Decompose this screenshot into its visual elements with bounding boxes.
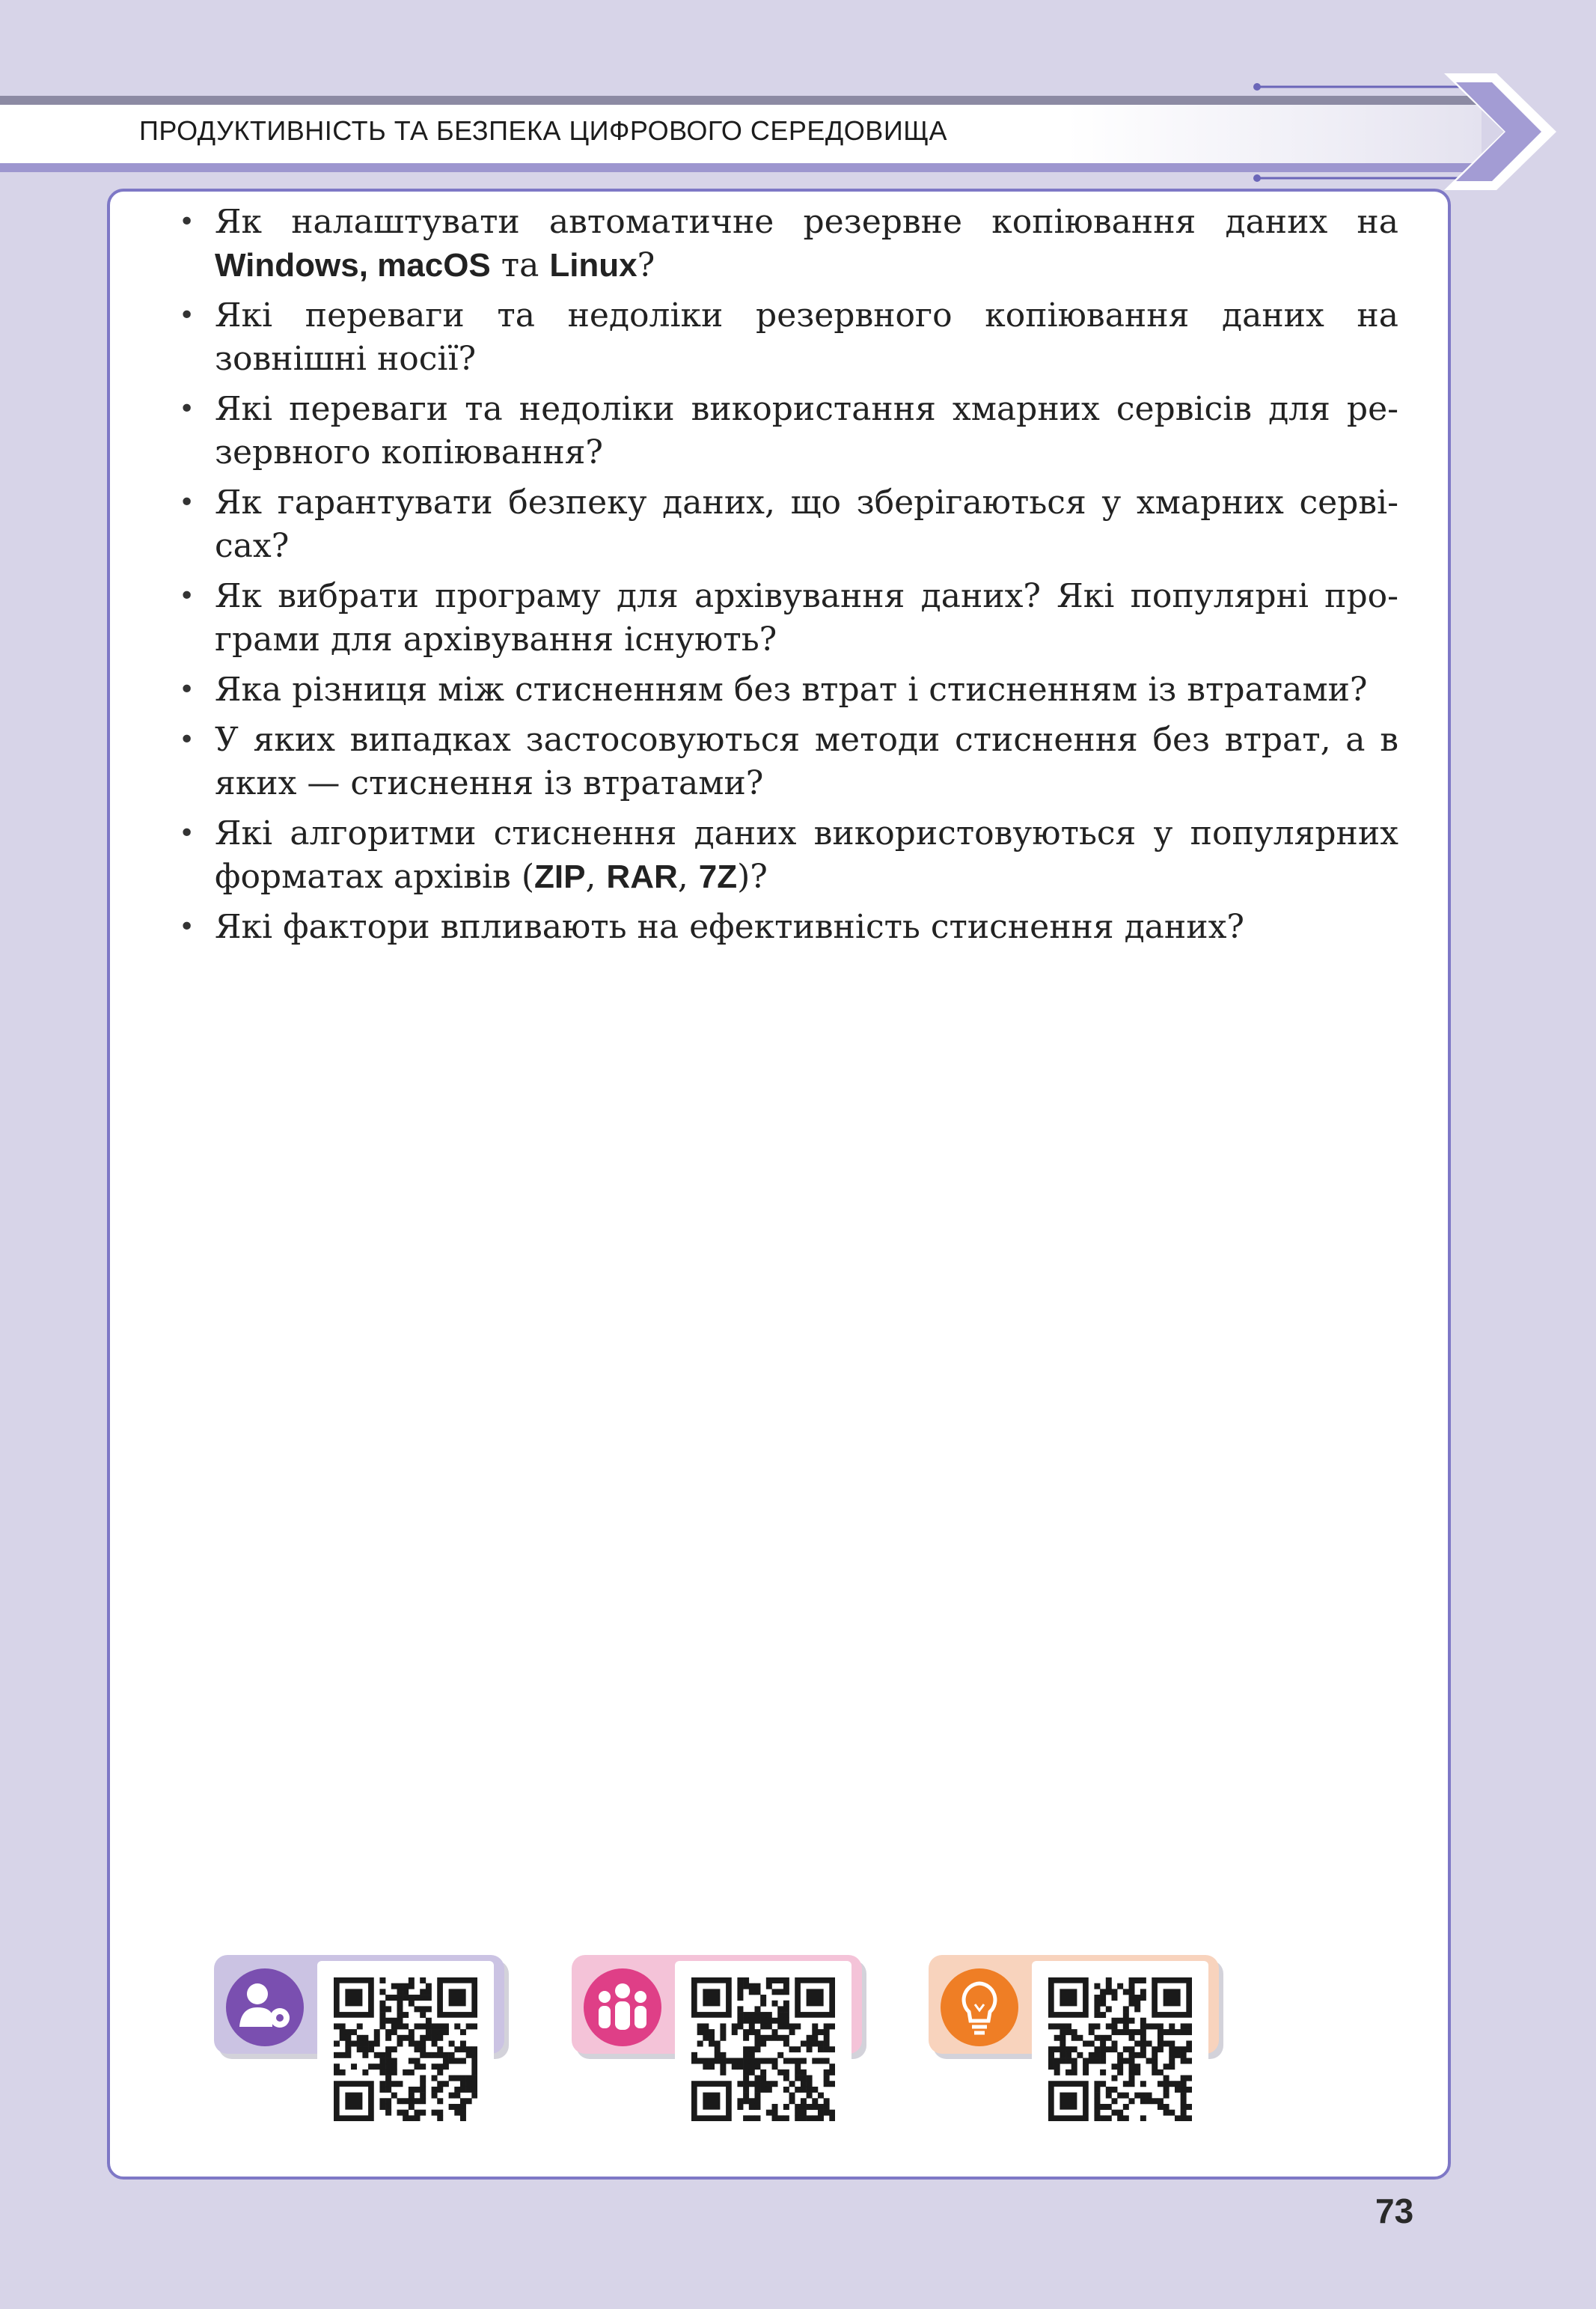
list-item: • Які переваги та недоліки резервного копіювання даних на зовнішні носії?: [179, 294, 1398, 381]
bullet-icon: •: [179, 581, 195, 611]
person-gear-icon: [226, 1968, 304, 2046]
bullet-icon: •: [179, 912, 195, 942]
list-item: • Яка різниця між стисненням без втрат і стисненням із втратами?: [179, 668, 1398, 712]
qr-code[interactable]: [317, 1961, 494, 2138]
bullet-icon: •: [179, 818, 195, 849]
chapter-title: ПРОДУКТИВНІСТЬ ТА БЕЗПЕКА ЦИФРОВОГО СЕРЕДОВИЩА: [139, 115, 947, 146]
question-list: [179, 201, 1398, 956]
bullet-icon: •: [179, 487, 195, 518]
list-item: • Як налаштувати автоматичне резервне копіювання даних на Windows, macOS та Linux?: [179, 201, 1398, 287]
lightbulb-icon: [941, 1968, 1018, 2046]
bullet-icon: •: [179, 394, 195, 424]
qr-card-1[interactable]: [214, 1955, 504, 2054]
content-box: [107, 189, 1451, 2180]
list-item: • У яких випадках застосовуються методи стиснення без втрат, а в яких — стиснення із втратами?: [179, 719, 1398, 805]
bullet-icon: •: [179, 207, 195, 237]
qr-code[interactable]: [675, 1961, 851, 2138]
list-item: • Які фактори впливають на ефективність стиснення даних?: [179, 906, 1398, 949]
list-item: • Які переваги та недоліки використання хмарних сервісів для ре- зервного копіювання?: [179, 388, 1398, 475]
list-item: • Як гарантувати безпеку даних, що зберігаються у хмарних серві- сах?: [179, 481, 1398, 568]
list-item: • Як вибрати програму для архівування даних? Які популярні про- грами для архівування існують?: [179, 575, 1398, 662]
bullet-icon: •: [179, 300, 195, 331]
bullet-icon: •: [179, 674, 195, 705]
bullet-icon: •: [179, 725, 195, 755]
page-number: 73: [1375, 2191, 1414, 2230]
header-arrow-icon: [1212, 72, 1556, 192]
qr-card-3[interactable]: [929, 1955, 1219, 2054]
qr-card-2[interactable]: [572, 1955, 862, 2054]
group-people-icon: [584, 1968, 661, 2046]
qr-code[interactable]: [1032, 1961, 1208, 2138]
list-item: • Які алгоритми стиснення даних використовуються у популярних форматах архівів (ZIP, RAR, 7Z)?: [179, 812, 1398, 899]
